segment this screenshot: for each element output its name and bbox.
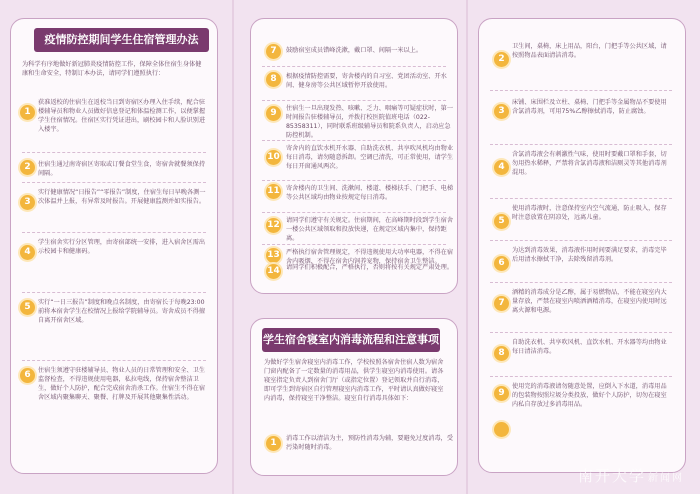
item-number: 5 [20, 300, 35, 315]
intro-text: 为科学有序地做好新冠肺炎疫情防控工作，保障全体住宿生身体健康和生命安全，特制订本办法，请同学们遵照执行： [22, 61, 202, 77]
rule-item: 消毒工作以清洁为主，预防性消毒为辅，要避免过度消毒，受污染时随时消毒。 [286, 435, 454, 451]
item-number: 11 [266, 184, 281, 199]
item-number: 5 [494, 214, 509, 229]
rule-item: 实行“一日三报告”制度和晚点名制度，由寄宿长于每晚23:00前将本宿舍学生在校情况上报给学院辅导员。寄舍成员不得擅自离开宿舍区域。 [38, 299, 206, 324]
rule-item: 实行健康情况“日报告”“零报告”制度，住宿生每日早晚各测一次体温并上报，有异常及时报告。开展健康监测并如实报告。 [38, 189, 206, 205]
rule-item: 自助洗衣机、共享吹风机、直饮水机、开水器等均由物业每日清洁消毒。 [512, 339, 667, 355]
divider [262, 212, 446, 213]
divider [490, 332, 672, 333]
rule-item: 卫生间，桌椅，床上用品，阳台，门把手等公共区域，请按照物品表面清洁消毒。 [512, 43, 667, 59]
divider [22, 360, 206, 361]
rule-item: 住宿生一旦出现发热、咳嗽、乏力、咽痛等可疑症状时，第一时间报告驻楼辅导员，并拨打校医院值班电话（022-85358311），同时联系班级辅导员和院系负责人，启动应急防控机制。 [286, 105, 454, 139]
rule-item: 为达到消毒效果，消毒液作用时间要满足要求，消毒完毕后用清水擦拭干净，去除残留消毒剂。 [512, 247, 667, 263]
item-number: 10 [266, 150, 281, 165]
disinfection-intro: 为做好学生宿舍寝室内消毒工作，学校按照各宿舍住宿人数为宿舍门窗内配备了一定数量的消毒用品，供学生寝室内消毒使用。请各寝室指定负责人到宿舍门厅（或指定位置）登记领取并自行消毒，即可学生到寄宿区自行管理寝室内消毒工作，平时请认真做好寝室内消毒，保持寝室干净整洁。寝室自行消毒具体如下： [264, 359, 444, 402]
panel-title-management: 疫情防控期间学生住宿管理办法 [34, 28, 209, 52]
divider [490, 144, 672, 145]
rule-item: 含氯消毒液会有刺激性气味，使用时要戴口罩和手套，切勿用热水稀释，严禁将含氯消毒液和洁厕灵等其他消毒剂混用。 [512, 151, 667, 176]
spine-left [232, 0, 234, 494]
divider [22, 152, 206, 153]
item-number: 9 [494, 386, 509, 401]
rule-item: 学生宿舍实行分区管理，由寄宿部统一安排，进入宿舍区需出示校园卡和健康码。 [38, 239, 206, 255]
rule-item: 请同学们积极配合，严格执行，否则将按有关规定严肃处理。 [286, 264, 454, 271]
item-number: 13 [266, 248, 281, 263]
panel-title-disinfection: 学生宿舍寝室内消毒流程和注意事项 [262, 328, 440, 352]
rule-item: 严格执行宿舍管理规定，不得违规使用大功率电器，不得在宿舍内吸烟，不得在宿舍内饲养宠物，保持宿舍卫生整洁。 [286, 249, 454, 265]
rule-item: 寄舍内的直饮水机开水器、自助洗衣机、共享吹风机均由物业每日消毒，请勿随意拆卸。空调已清洗，可正常使用，请学生每日开窗通风两次。 [286, 145, 454, 170]
item-number: 6 [20, 368, 35, 383]
logo-text: 南开大学 [577, 467, 646, 485]
rule-item: 床铺、床围栏及立柱、桌椅、门把手等金属物品不要使用含氯消毒剂，可用75%乙醇擦拭消毒，防止腐蚀。 [512, 99, 667, 115]
divider [490, 240, 672, 241]
rule-item: 住宿生通过南寄宿区寄取或订餐食堂生食，寄宿舍就餐须保持间隔。 [38, 161, 206, 177]
rule-item [512, 414, 670, 448]
divider [490, 198, 672, 199]
rule-item: 酒精的消毒成分是乙醇，属于易燃物品，不能在寝室内大量存放，严禁在寝室内喷洒酒精消毒，在寝室内使用时远离火源和电源。 [512, 289, 667, 314]
item-number: 1 [20, 105, 35, 120]
item-number: 8 [494, 346, 509, 361]
item-number: 7 [494, 296, 509, 311]
item-number: 1 [266, 436, 281, 451]
divider [22, 292, 206, 293]
item-number: 7 [266, 44, 281, 59]
logo-subtext: 新闻网 [648, 473, 684, 484]
item-number: 14 [266, 264, 281, 279]
divider [262, 140, 446, 141]
divider [262, 66, 446, 67]
rule-item: 使用完的消毒液请勿随意处置，应倒入下水道，消毒用品的包装物按照垃圾分类投放，做好个人防护，切勿在寝室内私自存放过多消毒用品。 [512, 383, 667, 408]
divider [490, 376, 672, 377]
rule-item: 根据疫情防控需要，寄舍楼内的自习室、党团活动室、开水间、健身房等公共区域暂停开放使用。 [286, 73, 447, 89]
item-number: 8 [266, 72, 281, 87]
item-number [494, 422, 509, 437]
spine-right [466, 0, 468, 494]
divider [490, 282, 672, 283]
item-number: 2 [20, 160, 35, 175]
divider [262, 244, 446, 245]
divider [22, 232, 206, 233]
divider [22, 182, 206, 183]
rule-item: 请同学们遵守有关规定。住宿期间，在高峰期时段到学生宿舍一楼公共区域领取和投放快递，在规定区域内集中，保持距离。 [286, 217, 454, 242]
item-number: 9 [266, 106, 281, 121]
rule-item: 住宿生须遵守驻楼辅导员、物业人员的日常管理和安全、卫生监督检查，不得违规使用电器，私拉电线，保持宿舍整洁卫生，做好个人防护，配合完成宿舍消杀工作。住宿生不得在宿舍区域内聚集聊天、聚餐、打牌及开展其他聚集性活动。 [38, 367, 206, 401]
rule-item: 使用消毒液时，注意保持室内空气流通，防止吸入，保存时注意放置在阴凉处，远离儿童。 [512, 205, 667, 221]
item-number: 2 [494, 52, 509, 67]
item-number: 12 [266, 218, 281, 233]
divider [262, 100, 446, 101]
divider [262, 180, 446, 181]
rule-item: 寄舍楼内的卫生间、洗漱间、楼道、楼梯扶手、门把手、电梯等公共区域均由物业按规定每日消毒。 [286, 185, 454, 201]
item-number: 3 [20, 195, 35, 210]
item-number: 4 [20, 245, 35, 260]
rule-item: 鼓励宿室成员错峰洗漱，戴口罩、间隔一米以上。 [286, 47, 423, 54]
rule-item: 获准返校的住宿生在返校当日到寄宿区办理入住手续，配合驻楼辅导员和物业人员做好信息登记和体温检测工作，以便掌握学生住宿情况。住宿区实行凭证进出，刷校园卡和人脸识别进入楼宇。 [38, 99, 206, 133]
nankai-news-logo [578, 465, 684, 486]
item-number: 3 [494, 104, 509, 119]
divider [490, 90, 672, 91]
item-number: 6 [494, 256, 509, 271]
item-number: 4 [494, 160, 509, 175]
